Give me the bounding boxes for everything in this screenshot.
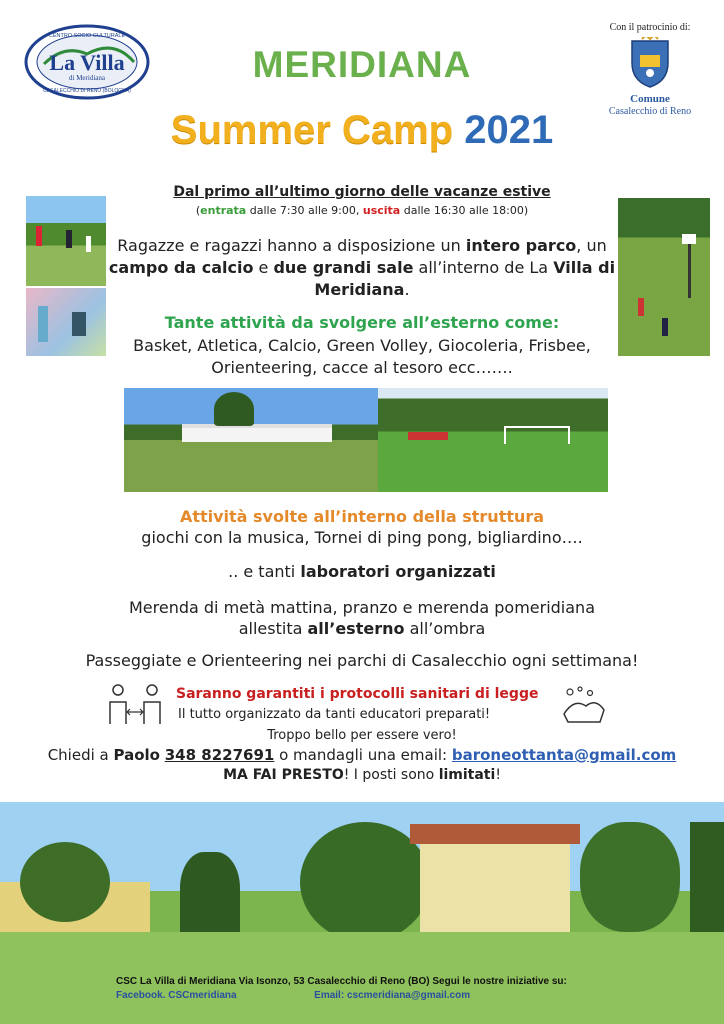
entrata-time: dalle 7:30 alle 9:00,	[246, 204, 363, 217]
contact-text-4: !	[495, 767, 501, 783]
svg-text:La Villa: La Villa	[49, 50, 125, 75]
indoor-list: giochi con la musica, Tornei di ping pong, bigliardino….	[141, 528, 583, 547]
intro-text-1: Ragazze e ragazzi hanno a disposizione un	[117, 236, 466, 255]
intro-paragraph	[108, 235, 616, 301]
footer-social	[116, 990, 470, 1001]
walks-line: Passeggiate e Orienteering nei parchi di Casalecchio ogni settimana!	[85, 651, 639, 670]
contact-phone: 348 8227691	[164, 746, 275, 764]
svg-text:CASALECCHIO DI RENO (BOLOGNA): CASALECCHIO DI RENO (BOLOGNA)	[43, 88, 131, 94]
safety-line: Il tutto organizzato da tanti educatori preparati!	[178, 707, 491, 722]
intro-bold-4: Villa di Meridiana	[314, 258, 616, 299]
footer-facebook-link[interactable]: Facebook. CSCmeridiana	[116, 990, 237, 1001]
patronage-label: Con il patrocinio di:	[609, 22, 691, 33]
contact-text-2: o mandagli una email:	[274, 746, 452, 764]
intro-bold-2: campo da calcio	[108, 258, 254, 277]
labs-text: .. e tanti	[228, 562, 301, 581]
dates-heading: Dal primo all’ultimo giorno delle vacanze estive	[173, 184, 551, 200]
title-year: 2021	[464, 108, 554, 152]
entrata-label: entrata	[200, 204, 247, 217]
intro-text-5: .	[404, 280, 410, 299]
outdoor-list: Basket, Atletica, Calcio, Green Volley, Giocoleria, Frisbee, Orienteering, cacce al tesoro ecc…….	[133, 336, 591, 377]
meals-line-1: Merenda di metà mattina, pranzo e merenda pomeridiana	[128, 598, 595, 617]
svg-text:CENTRO SOCIO CULTURALE: CENTRO SOCIO CULTURALE	[48, 33, 126, 39]
photo-kids-park	[26, 196, 106, 286]
title-summer-camp	[0, 108, 724, 153]
intro-bold-1: intero parco	[465, 236, 577, 255]
meals-text-1: allestita	[238, 619, 308, 638]
photo-football-field	[378, 388, 608, 492]
intro-text-2: , un	[576, 236, 607, 255]
title-meridiana: MERIDIANA	[252, 44, 472, 85]
footer-email-link[interactable]: Email: cscmeridiana@gmail.com	[314, 990, 471, 1001]
contact-text-3: ! I posti sono	[343, 767, 439, 783]
dates-open: (	[195, 204, 201, 217]
indoor-heading: Attività svolte all’interno della struttura	[179, 507, 545, 526]
meals-line-2	[0, 619, 724, 638]
contact-bold-1: MA FAI PRESTO	[223, 767, 344, 783]
contact-text-1: Chiedi a	[47, 746, 114, 764]
uscita-label: uscita	[362, 204, 401, 217]
intro-bold-3: due grandi sale	[273, 258, 414, 277]
social-distance-icon	[106, 682, 164, 728]
contact-bold-2: limitati	[438, 767, 496, 783]
contact-line-2	[0, 746, 724, 764]
meals-text-2: all’ombra	[404, 619, 486, 638]
intro-text-3: e	[253, 258, 274, 277]
title-summer: Summer Camp	[170, 108, 454, 152]
comune-line2: Casalecchio di Reno	[608, 106, 692, 117]
comune-line1: Comune	[630, 93, 670, 105]
contact-line-1: Troppo bello per essere vero!	[267, 728, 457, 743]
intro-text-4: all’interno de La	[413, 258, 554, 277]
uscita-time: dalle 16:30 alle 18:00)	[400, 204, 529, 217]
photo-basketball-park	[618, 198, 710, 356]
footer-address: CSC La Villa di Meridiana Via Isonzo, 53 Casalecchio di Reno (BO) Segui le nostre iniziative su:	[116, 976, 567, 987]
hand-washing-icon	[560, 684, 608, 726]
contact-line-3	[0, 767, 724, 783]
photo-tent	[124, 388, 378, 492]
dates-times	[0, 204, 724, 217]
svg-text:di Meridiana: di Meridiana	[69, 74, 105, 82]
meals-bold: all’esterno	[307, 619, 405, 638]
outdoor-heading: Tante attività da svolgere all’esterno come:	[164, 313, 560, 332]
contact-email-link[interactable]: baroneottanta@gmail.com	[451, 746, 677, 764]
labs-bold: laboratori organizzati	[300, 562, 496, 581]
photo-kids-indoor	[26, 288, 106, 356]
safety-heading: Saranno garantiti i protocolli sanitari di legge	[176, 686, 539, 702]
contact-name: Paolo	[113, 746, 160, 764]
labs-line	[0, 562, 724, 581]
